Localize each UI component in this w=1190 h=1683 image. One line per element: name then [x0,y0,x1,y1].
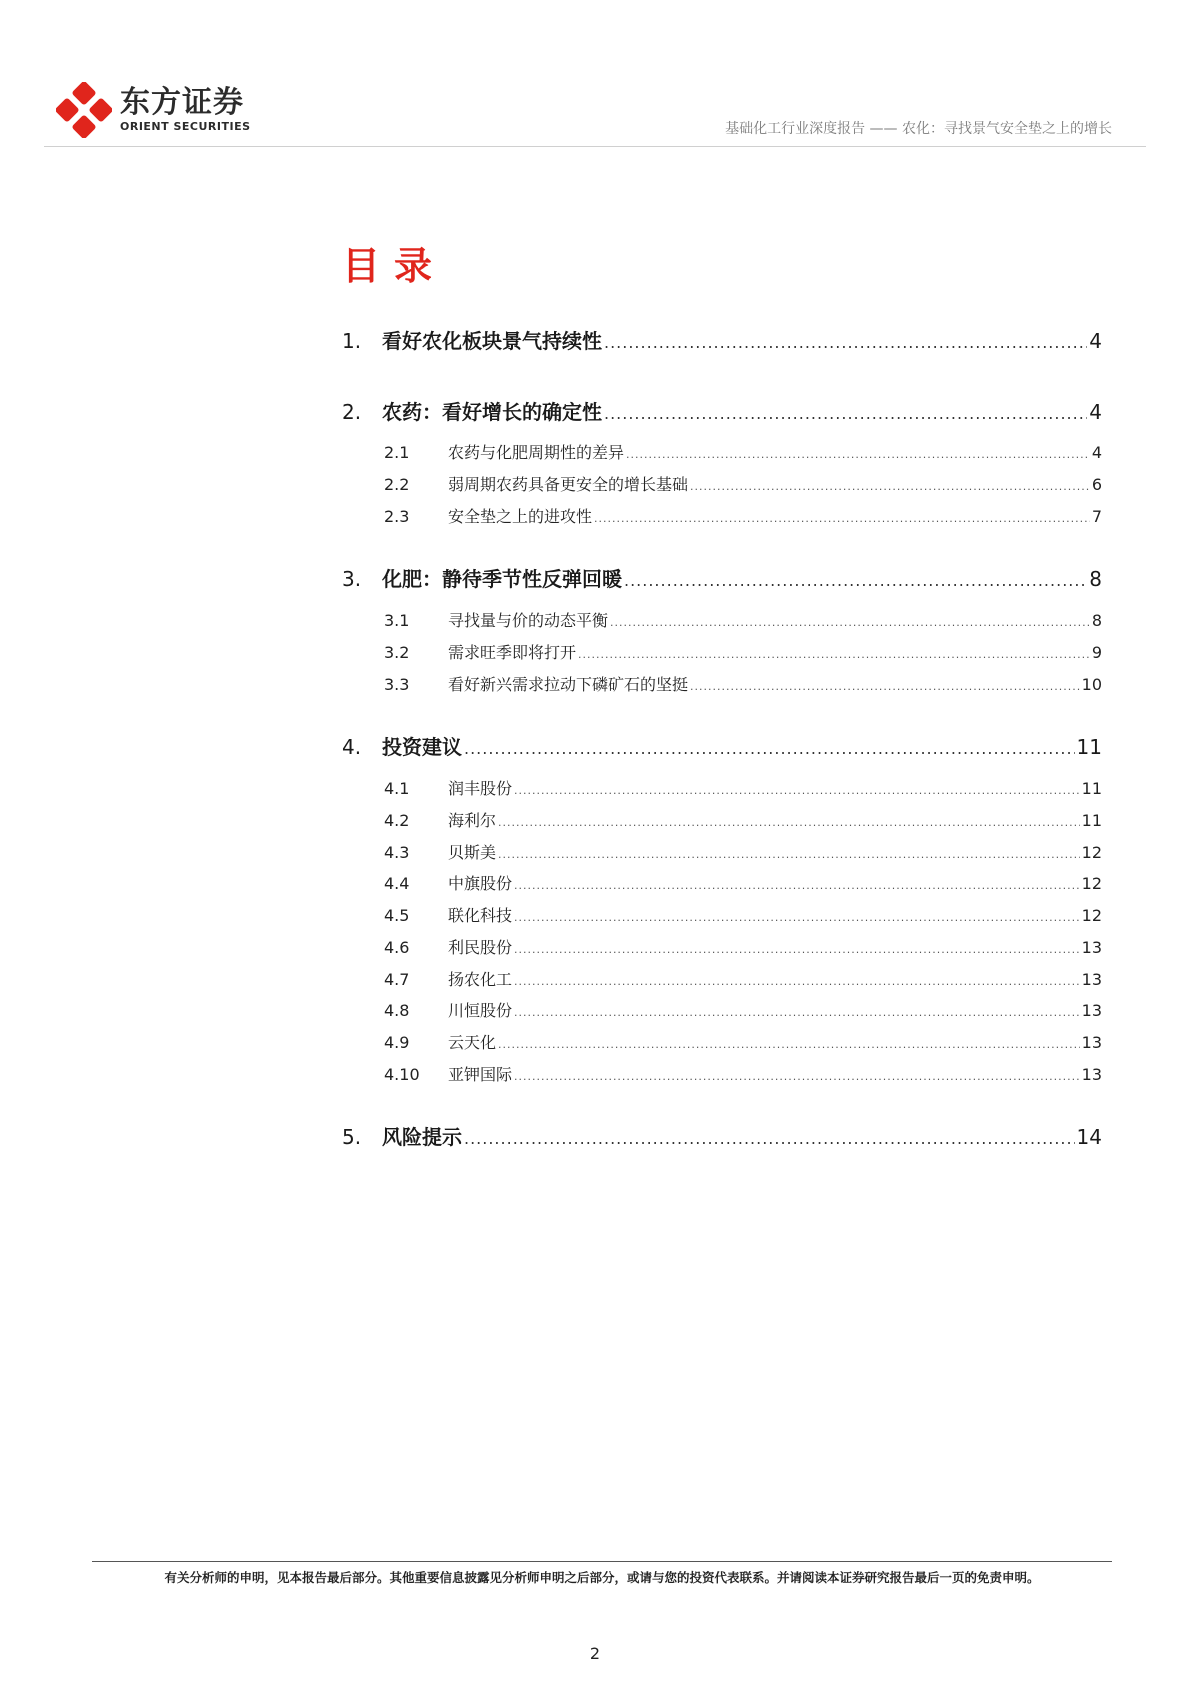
toc-entry-page: 13 [1081,1033,1102,1052]
toc-entry[interactable] [342,731,1102,760]
toc-entry-number: 3. [342,567,362,591]
orient-securities-logo-icon [56,82,112,138]
toc-leader-dots [594,512,1090,525]
toc-leader-dots [514,911,1080,924]
toc-entry-title: 中旗股份 [448,874,513,893]
footer-disclaimer: 有关分析师的申明，见本报告最后部分。其他重要信息披露见分析师申明之后部分，或请与您的投资代表联系。并请阅读本证券研究报告最后一页的免责申明。 [164,1570,1040,1585]
toc-entry-number: 4.5 [384,906,410,925]
toc-entry[interactable] [384,776,1102,799]
toc-entry-number: 4.1 [384,779,410,798]
toc-entry-title: 投资建议 [382,735,462,759]
toc-entry-title: 需求旺季即将打开 [448,643,577,662]
toc-entry-page: 11 [1081,779,1102,798]
toc-leader-dots [498,816,1080,829]
toc-leader-dots [514,943,1080,956]
toc-entry-page: 4 [1089,400,1102,424]
toc-entry-title: 看好新兴需求拉动下磷矿石的坚挺 [448,675,689,694]
toc-entry-number: 4.8 [384,1001,410,1020]
toc-entry-number: 4. [342,735,362,759]
toc-entry-number: 4.2 [384,811,410,830]
toc-entry-page: 8 [1091,611,1102,630]
toc-entry[interactable] [384,504,1102,527]
toc-title: 目录 [342,244,447,288]
toc-entry-title: 亚钾国际 [448,1065,513,1084]
toc-leader-dots [514,784,1080,797]
toc-entry-title: 农药与化肥周期性的差异 [448,443,625,462]
toc-entry-title: 云天化 [448,1033,497,1052]
toc-entry-number: 3.1 [384,611,410,630]
toc-entry[interactable] [384,840,1102,863]
toc-entry[interactable] [384,472,1102,495]
toc-leader-dots [604,404,1087,423]
toc-entry[interactable] [384,640,1102,663]
toc-entry-title: 农药：看好增长的确定性 [382,400,602,424]
toc-entry[interactable] [384,935,1102,958]
toc-leader-dots [690,680,1080,693]
page-number: 2 [589,1644,601,1663]
toc-leader-dots [604,333,1087,352]
toc-entry-number: 4.6 [384,938,410,957]
toc-entry[interactable] [342,563,1102,592]
toc-leader-dots [498,1038,1080,1051]
company-logo [56,82,251,138]
toc-entry-title: 风险提示 [382,1125,462,1149]
toc-entry[interactable] [384,998,1102,1021]
toc-entry-title: 利民股份 [448,938,513,957]
toc-entry-title: 海利尔 [448,811,497,830]
toc-leader-dots [464,1129,1075,1148]
toc-entry-number: 4.9 [384,1033,410,1052]
toc-entry-number: 4.4 [384,874,410,893]
toc-entry-title: 联化科技 [448,906,513,925]
toc-entry-number: 4.7 [384,970,410,989]
toc-entry-page: 13 [1081,970,1102,989]
toc-leader-dots [626,448,1090,461]
toc-entry-number: 3.3 [384,675,410,694]
toc-entry-number: 3.2 [384,643,410,662]
toc-entry-page: 13 [1081,938,1102,957]
toc-entry-number: 2.3 [384,507,410,526]
toc-entry[interactable] [342,1121,1102,1150]
toc-entry-title: 川恒股份 [448,1001,513,1020]
toc-leader-dots [498,848,1080,861]
toc-entry-page: 11 [1076,735,1102,759]
toc-entry[interactable] [384,903,1102,926]
toc-leader-dots [514,1070,1080,1083]
brand-name-cn: 东方证券 [120,85,244,120]
toc-leader-dots [624,571,1087,590]
toc-entry[interactable] [384,1062,1102,1085]
brand-name-en: ORIENT SECURITIES [120,120,251,133]
toc-leader-dots [514,975,1080,988]
toc-entry-page: 9 [1091,643,1102,662]
toc-entry[interactable] [384,440,1102,463]
toc-leader-dots [514,879,1080,892]
toc-entry-page: 8 [1089,567,1102,591]
toc-entry[interactable] [342,396,1102,425]
toc-entry-title: 弱周期农药具备更安全的增长基础 [448,475,689,494]
toc-entry-title: 安全垫之上的进攻性 [448,507,593,526]
toc-entry-page: 12 [1081,843,1102,862]
toc-entry-number: 2.1 [384,443,410,462]
toc-entry-title: 贝斯美 [448,843,497,862]
toc-entry-page: 10 [1081,675,1102,694]
toc-entry[interactable] [342,325,1102,354]
toc-entry-page: 4 [1091,443,1102,462]
toc-entry-number: 4.10 [384,1065,420,1084]
toc-entry-page: 11 [1081,811,1102,830]
toc-entry-number: 4.3 [384,843,410,862]
toc-entry[interactable] [384,808,1102,831]
toc-entry-title: 化肥：静待季节性反弹回暖 [382,567,622,591]
toc-entry-title: 寻找量与价的动态平衡 [448,611,609,630]
toc-entry-title: 润丰股份 [448,779,513,798]
toc-entry-page: 7 [1091,507,1102,526]
toc-leader-dots [690,480,1090,493]
toc-entry-page: 12 [1081,906,1102,925]
toc-entry-page: 13 [1081,1065,1102,1084]
toc-entry[interactable] [384,608,1102,631]
toc-leader-dots [610,616,1090,629]
toc-leader-dots [514,1006,1080,1019]
footer-divider [92,1561,1112,1562]
toc-entry-number: 1. [342,329,362,353]
toc-entry-page: 13 [1081,1001,1102,1020]
toc-leader-dots [464,739,1075,758]
toc-entry-number: 2.2 [384,475,410,494]
header-divider [44,146,1146,147]
toc-entry[interactable] [384,672,1102,695]
toc-entry-page: 4 [1089,329,1102,353]
toc-entry[interactable] [384,967,1102,990]
report-subtitle: 基础化工行业深度报告 —— 农化：寻找景气安全垫之上的增长 [725,121,1112,137]
toc-entry-page: 6 [1091,475,1102,494]
toc-entry[interactable] [384,871,1102,894]
toc-entry-number: 2. [342,400,362,424]
toc-entry-title: 扬农化工 [448,970,513,989]
toc-entry-title: 看好农化板块景气持续性 [382,329,602,353]
toc-entry-page: 14 [1076,1125,1102,1149]
toc-entry-page: 12 [1081,874,1102,893]
toc-entry[interactable] [384,1030,1102,1053]
toc-entry-number: 5. [342,1125,362,1149]
toc-leader-dots [578,648,1090,661]
